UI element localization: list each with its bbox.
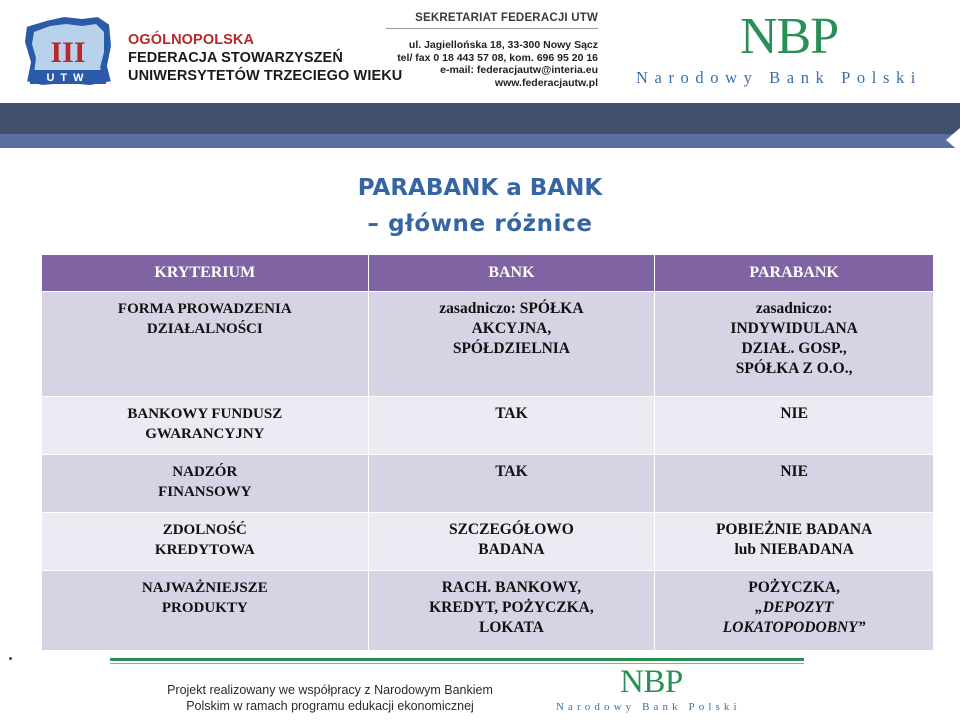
cell-line: NIE	[780, 405, 808, 422]
cell-line: DZIAŁ. GOSP.,	[741, 340, 847, 357]
header-band-dark	[0, 103, 960, 134]
federation-line: UNIWERSYTETÓW TRZECIEGO WIEKU	[128, 68, 403, 84]
footer-line: Polskim w ramach programu edukacji ekonomicznej	[186, 699, 474, 713]
utw-logo	[20, 12, 116, 90]
cell-criterion	[42, 292, 369, 397]
header-band-mid	[0, 134, 960, 148]
cell-line: POŻYCZKA,	[748, 579, 840, 596]
nbp-logo-name: Narodowy Bank Polski	[636, 68, 922, 87]
cell-line: SZCZEGÓŁOWO	[448, 521, 574, 538]
nbp-logo-header	[636, 10, 941, 88]
cell-line: „DEPOZYT	[754, 599, 834, 616]
cell-line: LOKATA	[478, 619, 544, 636]
cell-bank	[368, 571, 655, 651]
slide-title-line2: – główne różnice	[367, 211, 593, 237]
cell-line: RACH. BANKOWY,	[441, 579, 582, 596]
cell-line: ZDOLNOŚĆ	[162, 522, 247, 538]
band-arrow-icon	[940, 128, 960, 152]
table-row	[42, 455, 934, 513]
cell-criterion	[42, 513, 369, 571]
cell-line: FINANSOWY	[158, 484, 252, 500]
cell-bank	[368, 292, 655, 397]
secretariat-title: SEKRETARIAT FEDERACJI UTW	[415, 12, 598, 24]
cell-line: SPÓŁKA Z O.O.,	[735, 360, 853, 377]
nbp-logo-mark: NBP	[740, 8, 839, 65]
cell-parabank	[655, 292, 934, 397]
nbp-logo-footer	[556, 665, 756, 713]
cell-parabank	[655, 455, 934, 513]
secretariat-divider	[386, 28, 598, 29]
federation-line: FEDERACJA STOWARZYSZEŃ	[128, 50, 343, 66]
header-criterion: KRYTERIUM	[42, 255, 369, 292]
cell-bank	[368, 455, 655, 513]
header-bank: BANK	[368, 255, 655, 292]
cell-line: zasadniczo:	[755, 300, 833, 317]
nbp-logo-name: Narodowy Bank Polski	[556, 701, 741, 713]
cell-criterion	[42, 455, 369, 513]
cell-line: LOKATOPODOBNY”	[722, 619, 866, 636]
footer-line: Projekt realizowany we współpracy z Narodowym Bankiem	[167, 683, 493, 697]
cell-parabank	[655, 571, 934, 651]
secretariat-website: www.federacjautw.pl	[494, 76, 598, 89]
cell-line: NADZÓR	[172, 464, 238, 480]
federation-line: OGÓLNOPOLSKA	[128, 32, 255, 48]
nbp-logo-mark: NBP	[620, 664, 683, 700]
cell-bank	[368, 513, 655, 571]
header-parabank: PARABANK	[655, 255, 934, 292]
federation-name	[128, 31, 402, 85]
table-row	[42, 292, 934, 397]
cell-line: NIE	[780, 463, 808, 480]
comparison-table	[41, 254, 934, 651]
cell-line: GWARANCYJNY	[145, 426, 265, 442]
cell-line: FORMA PROWADZENIA	[117, 301, 292, 317]
cell-line: TAK	[495, 405, 528, 422]
cell-line: AKCYJNA,	[471, 320, 552, 337]
footer-divider-grey	[110, 663, 804, 664]
cell-line: PRODUKTY	[161, 600, 248, 616]
svg-text:III: III	[50, 36, 86, 69]
cell-line: INDYWIDULANA	[730, 320, 858, 337]
cell-line: KREDYTOWA	[154, 542, 255, 558]
table-header-row	[42, 255, 934, 292]
cell-line: lub NIEBADANA	[734, 541, 854, 558]
cell-line: SPÓŁDZIELNIA	[452, 340, 570, 357]
cell-criterion	[42, 571, 369, 651]
cell-line: KREDYT, POŻYCZKA,	[429, 599, 594, 616]
decorative-dot	[9, 657, 12, 660]
table-row	[42, 513, 934, 571]
cell-line: BADANA	[478, 541, 545, 558]
cell-line: TAK	[495, 463, 528, 480]
slide-title	[300, 174, 660, 239]
cell-parabank	[655, 397, 934, 455]
cell-criterion	[42, 397, 369, 455]
table-row	[42, 571, 934, 651]
cell-parabank	[655, 513, 934, 571]
secretariat-email: e-mail: federacjautw@interia.eu	[440, 64, 598, 77]
cell-bank	[368, 397, 655, 455]
cell-line: POBIEŻNIE BADANA	[715, 521, 873, 538]
cell-line: BANKOWY FUNDUSZ	[127, 406, 283, 422]
secretariat-contact	[386, 12, 598, 89]
footer-divider-green	[110, 658, 804, 661]
secretariat-phone: tel/ fax 0 18 443 57 08, kom. 696 95 20 16	[397, 51, 598, 64]
cell-line: zasadniczo: SPÓŁKA	[439, 300, 584, 317]
secretariat-address: ul. Jagiellońska 18, 33-300 Nowy Sącz	[408, 39, 598, 51]
footer-project-note	[160, 682, 500, 714]
cell-line: NAJWAŻNIEJSZE	[141, 580, 268, 596]
page-header	[0, 0, 960, 103]
slide-title-line1: PARABANK a BANK	[357, 175, 603, 201]
cell-line: DZIAŁALNOŚCI	[146, 321, 263, 337]
svg-text:UTW: UTW	[46, 72, 90, 84]
table-row	[42, 397, 934, 455]
